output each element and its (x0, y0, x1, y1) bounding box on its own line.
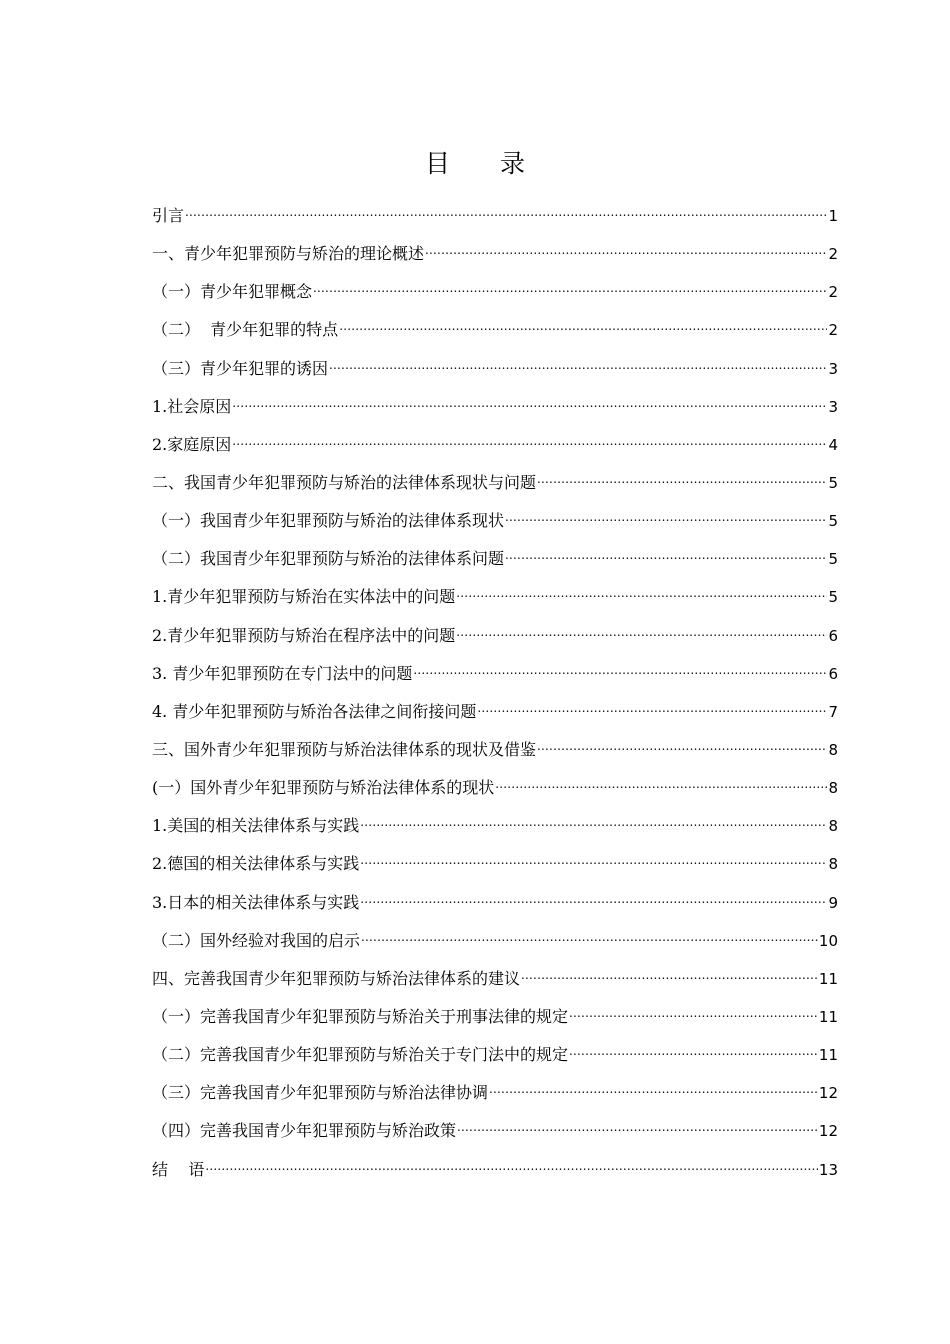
dot-leader (329, 345, 827, 384)
dot-leader (537, 726, 827, 765)
toc-entry-page: 1 (828, 207, 838, 225)
dot-leader (521, 955, 818, 994)
toc-entry-page: 2 (828, 321, 838, 340)
toc-entry-page: 2 (828, 283, 838, 302)
toc-entry-page: 3 (828, 397, 838, 416)
dot-leader (457, 1107, 818, 1146)
dot-leader (313, 268, 827, 307)
toc-entry-page: 10 (818, 931, 838, 950)
toc-entry-page: 4 (828, 435, 838, 454)
dot-leader (232, 421, 827, 460)
toc-entry-label: 二、我国青少年犯罪预防与矫治的法律体系现状与问题 (152, 472, 537, 492)
toc-entry-label: （二）我国青少年犯罪预防与矫治的法律体系问题 (152, 549, 505, 569)
table-of-contents (152, 197, 838, 1189)
toc-entry-page: 3 (828, 359, 838, 378)
toc-entry-label: （一）我国青少年犯罪预防与矫治的法律体系现状 (152, 511, 505, 531)
page-title-part2: 录 (500, 149, 526, 178)
toc-entry-page: 12 (818, 1122, 838, 1141)
toc-entry-page: 8 (828, 817, 838, 836)
toc-entry-page: 7 (828, 702, 838, 721)
toc-entry-label: 2.家庭原因 (152, 434, 232, 454)
toc-entry-label: 一、青少年犯罪预防与矫治的理论概述 (152, 244, 425, 264)
dot-leader (360, 802, 827, 841)
toc-entry-label: 2.青少年犯罪预防与矫治在程序法中的问题 (152, 625, 456, 645)
page-title (0, 146, 950, 182)
dot-leader (361, 917, 818, 956)
dot-leader (456, 612, 827, 651)
dot-leader (456, 573, 827, 612)
toc-entry-label: （三）青少年犯罪的诱因 (152, 358, 329, 378)
toc-entry-page: 11 (818, 1007, 838, 1026)
toc-entry-label: （三）完善我国青少年犯罪预防与矫治法律协调 (152, 1083, 489, 1103)
toc-entry-page: 11 (818, 969, 838, 988)
dot-leader (537, 459, 827, 498)
toc-entry-page: 8 (828, 740, 838, 759)
toc-entry-label: （二）完善我国青少年犯罪预防与矫治关于专门法中的规定 (152, 1045, 569, 1065)
toc-entry-label: 4. 青少年犯罪预防与矫治各法律之间衔接问题 (152, 701, 477, 721)
toc-entry-label: （一）青少年犯罪概念 (152, 282, 313, 302)
toc-entry-page: 11 (818, 1046, 838, 1065)
toc-entry-label: 1.美国的相关法律体系与实践 (152, 816, 360, 836)
toc-entry[interactable] (152, 1151, 838, 1189)
toc-entry-page: 6 (828, 664, 838, 683)
dot-leader (232, 383, 827, 422)
toc-entry-page: 8 (828, 855, 838, 874)
dot-leader (360, 840, 827, 879)
toc-entry-label: （四）完善我国青少年犯罪预防与矫治政策 (152, 1121, 457, 1141)
dot-leader (505, 535, 827, 574)
dot-leader (413, 650, 827, 689)
page-title-part1: 目 (424, 149, 450, 178)
dot-leader (495, 764, 827, 803)
toc-entry-label: 2.德国的相关法律体系与实践 (152, 854, 360, 874)
dot-leader (360, 879, 827, 918)
toc-entry-label: 引言 (152, 206, 185, 225)
toc-entry-label: 3. 青少年犯罪预防在专门法中的问题 (152, 663, 413, 683)
toc-entry-page: 9 (828, 893, 838, 912)
dot-leader (505, 497, 827, 536)
toc-entry-label: （二） 青少年犯罪的特点 (152, 320, 339, 340)
toc-entry-label: 四、完善我国青少年犯罪预防与矫治法律体系的建议 (152, 968, 521, 988)
dot-leader (205, 1146, 818, 1185)
toc-entry-page: 8 (828, 779, 838, 798)
toc-entry-page: 5 (828, 550, 838, 569)
dot-leader (569, 993, 818, 1032)
toc-entry-page: 13 (818, 1160, 838, 1179)
toc-entry-label: 3.日本的相关法律体系与实践 (152, 892, 360, 912)
dot-leader (425, 230, 827, 269)
dot-leader (339, 306, 827, 345)
toc-entry-label: 1.青少年犯罪预防与矫治在实体法中的问题 (152, 587, 456, 607)
dot-leader (477, 688, 827, 727)
toc-entry-label: （二）国外经验对我国的启示 (152, 930, 361, 950)
toc-entry-label: 三、国外青少年犯罪预防与矫治法律体系的现状及借鉴 (152, 739, 537, 759)
toc-entry-page: 6 (828, 626, 838, 645)
toc-entry-label: （一）完善我国青少年犯罪预防与矫治关于刑事法律的规定 (152, 1006, 569, 1026)
toc-entry-page: 2 (828, 245, 838, 264)
dot-leader (569, 1031, 818, 1070)
dot-leader (489, 1069, 818, 1108)
toc-entry-label: 1.社会原因 (152, 396, 232, 416)
toc-entry-page: 5 (828, 512, 838, 531)
toc-entry-page: 5 (828, 473, 838, 492)
toc-entry-page: 12 (818, 1084, 838, 1103)
toc-entry-label: (一）国外青少年犯罪预防与矫治法律体系的现状 (152, 778, 495, 798)
dot-leader (185, 192, 827, 231)
toc-entry-label: 结 语 (152, 1159, 205, 1179)
toc-entry-page: 5 (828, 588, 838, 607)
